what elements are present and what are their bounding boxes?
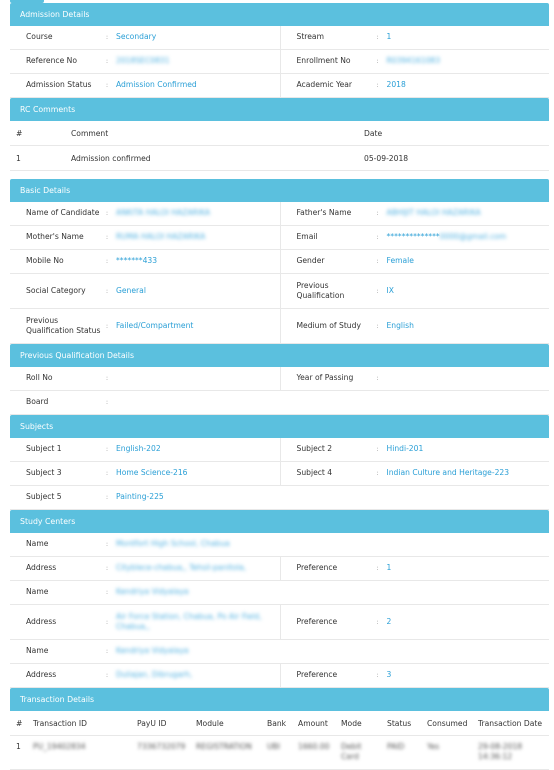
center-2-address-row: Address : Air Force Station, Chabua, Po Air Field, Chabua,, Preference : 2 (10, 605, 549, 640)
gender-value: Female (386, 256, 414, 266)
admission-status-label: Admission Status (26, 80, 92, 90)
academic-year-label: Academic Year (296, 80, 353, 90)
center-preference-label: Preference (296, 670, 338, 680)
center-name-label: Name (26, 646, 49, 656)
txn-col-mode: Mode (341, 718, 362, 728)
subject-2-label: Subject 2 (296, 444, 333, 454)
transaction-details-header: Transaction Details (10, 688, 549, 711)
prevqual-row-board: Board : (10, 391, 549, 415)
basic-row-mobile-gender: Mobile No : *******433 Gender : Female (10, 250, 549, 274)
txn-col-bank: Bank (267, 718, 287, 728)
prev-qualification-status-label: Previous Qualification Status (26, 315, 101, 335)
subject-1-label: Subject 1 (26, 444, 62, 454)
center-address-label: Address (26, 616, 57, 626)
center-3-address-row: Address : Duliajan, Dibrugarh, Preference : 3 (10, 664, 549, 688)
transaction-table-header (10, 711, 549, 736)
course-label: Course (26, 32, 53, 42)
center-1-name-row: Name : Montfort High School, Chabua (10, 533, 549, 557)
father-name-value: ABHIJIT HALOI HAZARIKA (386, 208, 481, 218)
txn-row-number: 1 (16, 742, 21, 751)
txn-col-status: Status (387, 718, 412, 728)
txn-col-consumed: Consumed (427, 718, 468, 728)
reference-label: Reference No (26, 56, 77, 66)
center-3-address: Duliajan, Dibrugarh, (116, 670, 193, 680)
academic-year-value: 2018 (386, 80, 406, 90)
center-2-preference: 2 (386, 616, 392, 626)
reference-value: 2018SEC0831 (116, 56, 170, 66)
subject-1-value: English-202 (116, 444, 161, 454)
email-mask: ************** (386, 232, 440, 242)
txn-row-consumed: Yes (427, 742, 440, 751)
rc-comments-header: RC Comments (10, 98, 549, 121)
center-name-label: Name (26, 587, 49, 597)
center-address-label: Address (26, 670, 57, 680)
center-2-name-row: Name : Kendriya Vidyalaya (10, 581, 549, 605)
rc-row-date: 05-09-2018 (364, 153, 409, 163)
prevqual-row-roll: Roll No : Year of Passing : (10, 367, 549, 391)
previous-qualification-value: IX (386, 285, 394, 295)
stream-label: Stream (296, 32, 324, 42)
center-3-preference: 3 (386, 670, 392, 680)
table-row (10, 736, 549, 770)
enrollment-label: Enrollment No (296, 56, 351, 66)
center-3-name: Kendriya Vidyalaya (116, 646, 189, 656)
rc-col-date: Date (364, 128, 383, 138)
subjects-row-3: Subject 5 : Painting-225 (10, 486, 549, 510)
subject-4-label: Subject 4 (296, 468, 333, 478)
study-centers-header: Study Centers (10, 510, 549, 533)
year-of-passing-label: Year of Passing (296, 373, 354, 383)
center-1-address-row: Address : Cityblece-chabua,, Tehsil-panitola, Preference : 1 (10, 557, 549, 581)
txn-row-mode: Debit Card (341, 742, 362, 762)
txn-row-amount: 1660.00 (298, 742, 330, 751)
rc-col-comment: Comment (71, 128, 109, 138)
subject-3-label: Subject 3 (26, 468, 62, 478)
candidate-name-value: ANKITA HALOI HAZARIKA (116, 208, 211, 218)
subject-2-value: Hindi-201 (386, 444, 424, 454)
center-2-address: Air Force Station, Chabua, Po Air Field, Chabua,, (116, 611, 262, 631)
enrollment-value: R0394161083 (386, 56, 441, 66)
subjects-header: Subjects (10, 415, 549, 438)
admission-row-status: Admission Status : Admission Confirmed Academic Year : 2018 (10, 74, 549, 98)
candidate-name-label: Name of Candidate (26, 208, 100, 218)
admission-row-course: Course : Secondary Stream : 1 (10, 26, 549, 50)
email-value (387, 232, 550, 242)
mobile-value: *******433 (116, 256, 158, 266)
email-label: Email (296, 232, 318, 242)
subject-5-label: Subject 5 (26, 492, 62, 502)
txn-row-status: PAID (387, 742, 405, 751)
table-row (10, 146, 549, 171)
txn-row-module: REGISTRATION (196, 742, 252, 751)
center-address-label: Address (26, 563, 57, 573)
basic-row-category: Social Category : General Previous Qualification : IX (10, 274, 549, 309)
medium-value: English (386, 320, 414, 330)
roll-no-label: Roll No (26, 373, 53, 383)
txn-row-transaction-id: PU_19402834 (33, 742, 86, 751)
course-value: Secondary (116, 32, 157, 42)
center-preference-label: Preference (296, 563, 338, 573)
txn-col-amount: Amount (298, 718, 328, 728)
stream-value: 1 (386, 32, 392, 42)
center-3-name-row: Name : Kendriya Vidyalaya (10, 640, 549, 664)
txn-col-payu-id: PayU ID (137, 718, 167, 728)
center-1-address: Cityblece-chabua,, Tehsil-panitola, (116, 563, 247, 573)
admission-row-ref: Reference No : 2018SEC0831 Enrollment No : R0394161083 (10, 50, 549, 74)
txn-row-bank: UBI (267, 742, 281, 751)
basic-row-names: Name of Candidate : ANKITA HALOI HAZARIKA Father's Name : ABHIJIT HALOI HAZARIKA (10, 202, 549, 226)
rc-row-comment: Admission confirmed (71, 153, 151, 163)
center-name-label: Name (26, 539, 49, 549)
social-category-label: Social Category (26, 285, 86, 295)
mother-name-value: RUMA HALOI HAZARIKA (116, 232, 206, 242)
admission-status-value: Admission Confirmed (116, 80, 197, 90)
medium-label: Medium of Study (296, 320, 361, 330)
rc-col-number: # (16, 128, 23, 138)
basic-row-prev-status: Previous Qualification Status : Failed/Compartment Medium of Study : English (10, 309, 549, 344)
prev-qualification-status-value: Failed/Compartment (116, 320, 194, 330)
subject-3-value: Home Science-216 (116, 468, 188, 478)
center-preference-label: Preference (296, 616, 338, 626)
txn-row-payu-id: 7336732079 (137, 742, 186, 751)
gender-label: Gender (296, 256, 325, 266)
center-2-name: Kendriya Vidyalaya (116, 587, 189, 597)
admission-details-header: Admission Details (10, 3, 549, 26)
mother-name-label: Mother's Name (26, 232, 84, 242)
student-details-panel (10, 3, 549, 770)
email-domain: 0000@gmail.com (439, 232, 507, 242)
social-category-value: General (116, 285, 146, 295)
subjects-row-2: Subject 3 : Home Science-216 Subject 4 : Indian Culture and Heritage-223 (10, 462, 549, 486)
previous-qualification-header: Previous Qualification Details (10, 344, 549, 367)
center-1-preference: 1 (386, 563, 392, 573)
txn-row-date: 29-08-2018 14:36:12 (478, 742, 523, 762)
center-1-name: Montfort High School, Chabua (116, 539, 230, 549)
father-name-label: Father's Name (296, 208, 352, 218)
subjects-row-1: Subject 1 : English-202 Subject 2 : Hindi-201 (10, 438, 549, 462)
txn-col-number: # (16, 718, 23, 728)
board-label: Board (26, 397, 49, 407)
mobile-label: Mobile No (26, 256, 64, 266)
rc-comments-table-header (10, 121, 549, 146)
basic-row-mother-email: Mother's Name : RUMA HALOI HAZARIKA Email : **************0000@gmail.com (10, 226, 549, 250)
rc-row-number: 1 (16, 153, 21, 163)
txn-col-module: Module (196, 718, 224, 728)
txn-col-date: Transaction Date (478, 718, 543, 728)
txn-col-transaction-id: Transaction ID (33, 718, 87, 728)
basic-details-header: Basic Details (10, 179, 549, 202)
subject-5-value: Painting-225 (116, 492, 164, 502)
previous-qualification-label: Previous Qualification (296, 280, 345, 300)
subject-4-value: Indian Culture and Heritage-223 (386, 468, 510, 478)
